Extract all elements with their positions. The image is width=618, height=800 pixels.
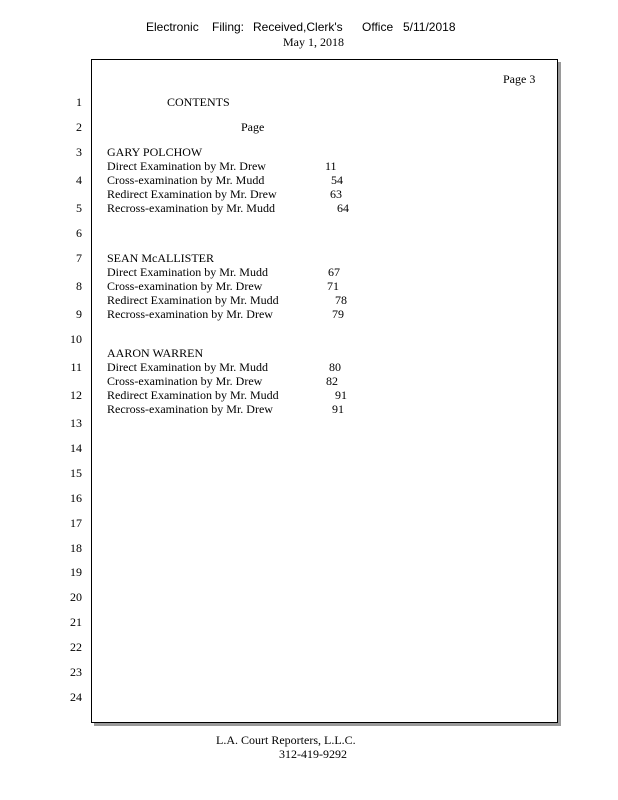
exam-label: Direct Examination by Mr. Mudd <box>107 265 268 279</box>
line-number: 6 <box>76 226 82 240</box>
line-number: 11 <box>70 360 82 374</box>
witness-name: AARON WARREN <box>107 346 204 360</box>
line-number: 18 <box>70 541 82 555</box>
line-number: 2 <box>76 120 82 134</box>
exam-label: Cross-examination by Mr. Drew <box>107 374 263 388</box>
exam-label: Redirect Examination by Mr. Mudd <box>107 388 279 402</box>
line-number: 16 <box>70 491 82 505</box>
exam-label: Recross-examination by Mr. Drew <box>107 402 273 416</box>
line-number: 20 <box>70 590 82 604</box>
filing-stamp-date: 5/11/2018 <box>403 20 456 34</box>
exam-page: 82 <box>326 374 338 388</box>
line-number: 21 <box>70 615 82 629</box>
exam-label: Redirect Examination by Mr. Mudd <box>107 293 279 307</box>
exam-label: Direct Examination by Mr. Drew <box>107 159 266 173</box>
line-number: 14 <box>70 441 82 455</box>
line-number: 3 <box>76 145 82 159</box>
line-number: 17 <box>70 516 82 530</box>
exam-page: 80 <box>329 360 341 374</box>
filing-stamp-electronic: Electronic <box>146 20 199 34</box>
exam-label: Recross-examination by Mr. Drew <box>107 307 273 321</box>
witness-name: GARY POLCHOW <box>107 145 203 159</box>
exam-label: Cross-examination by Mr. Mudd <box>107 173 265 187</box>
contents-title: CONTENTS <box>167 95 230 109</box>
exam-page: 91 <box>332 402 344 416</box>
line-number: 4 <box>76 173 82 187</box>
line-number: 5 <box>76 201 82 215</box>
filing-stamp-office: Office <box>362 20 394 34</box>
exam-page: 91 <box>335 388 347 402</box>
header-date: May 1, 2018 <box>283 35 344 49</box>
line-number: 7 <box>76 251 82 265</box>
line-number: 23 <box>70 665 82 679</box>
line-number: 24 <box>70 690 82 704</box>
footer-company: L.A. Court Reporters, L.L.C. <box>216 733 356 747</box>
line-number: 12 <box>70 388 82 402</box>
line-number: 22 <box>70 640 82 654</box>
line-number: 10 <box>70 332 82 346</box>
exam-label: Cross-examination by Mr. Drew <box>107 279 263 293</box>
exam-page: 79 <box>332 307 344 321</box>
exam-page: 11 <box>325 159 337 173</box>
exam-page: 71 <box>327 279 339 293</box>
exam-label: Direct Examination by Mr. Mudd <box>107 360 268 374</box>
line-number: 15 <box>70 466 82 480</box>
line-number: 9 <box>76 307 82 321</box>
page-column-header: Page <box>241 120 265 134</box>
exam-label: Recross-examination by Mr. Mudd <box>107 201 275 215</box>
footer-phone: 312-419-9292 <box>279 747 347 761</box>
filing-stamp-received: Received,Clerk's <box>253 20 343 34</box>
witness-name: SEAN McALLISTER <box>107 251 214 265</box>
exam-page: 54 <box>331 173 343 187</box>
line-number: 19 <box>70 565 82 579</box>
line-number: 13 <box>70 416 82 430</box>
exam-page: 64 <box>337 201 349 215</box>
filing-stamp-filing: Filing: <box>212 20 245 34</box>
exam-page: 78 <box>335 293 347 307</box>
line-number: 8 <box>76 279 82 293</box>
exam-page: 67 <box>328 265 340 279</box>
exam-label: Redirect Examination by Mr. Drew <box>107 187 277 201</box>
exam-page: 63 <box>330 187 342 201</box>
line-number: 1 <box>76 95 82 109</box>
page-number: Page 3 <box>503 72 536 86</box>
